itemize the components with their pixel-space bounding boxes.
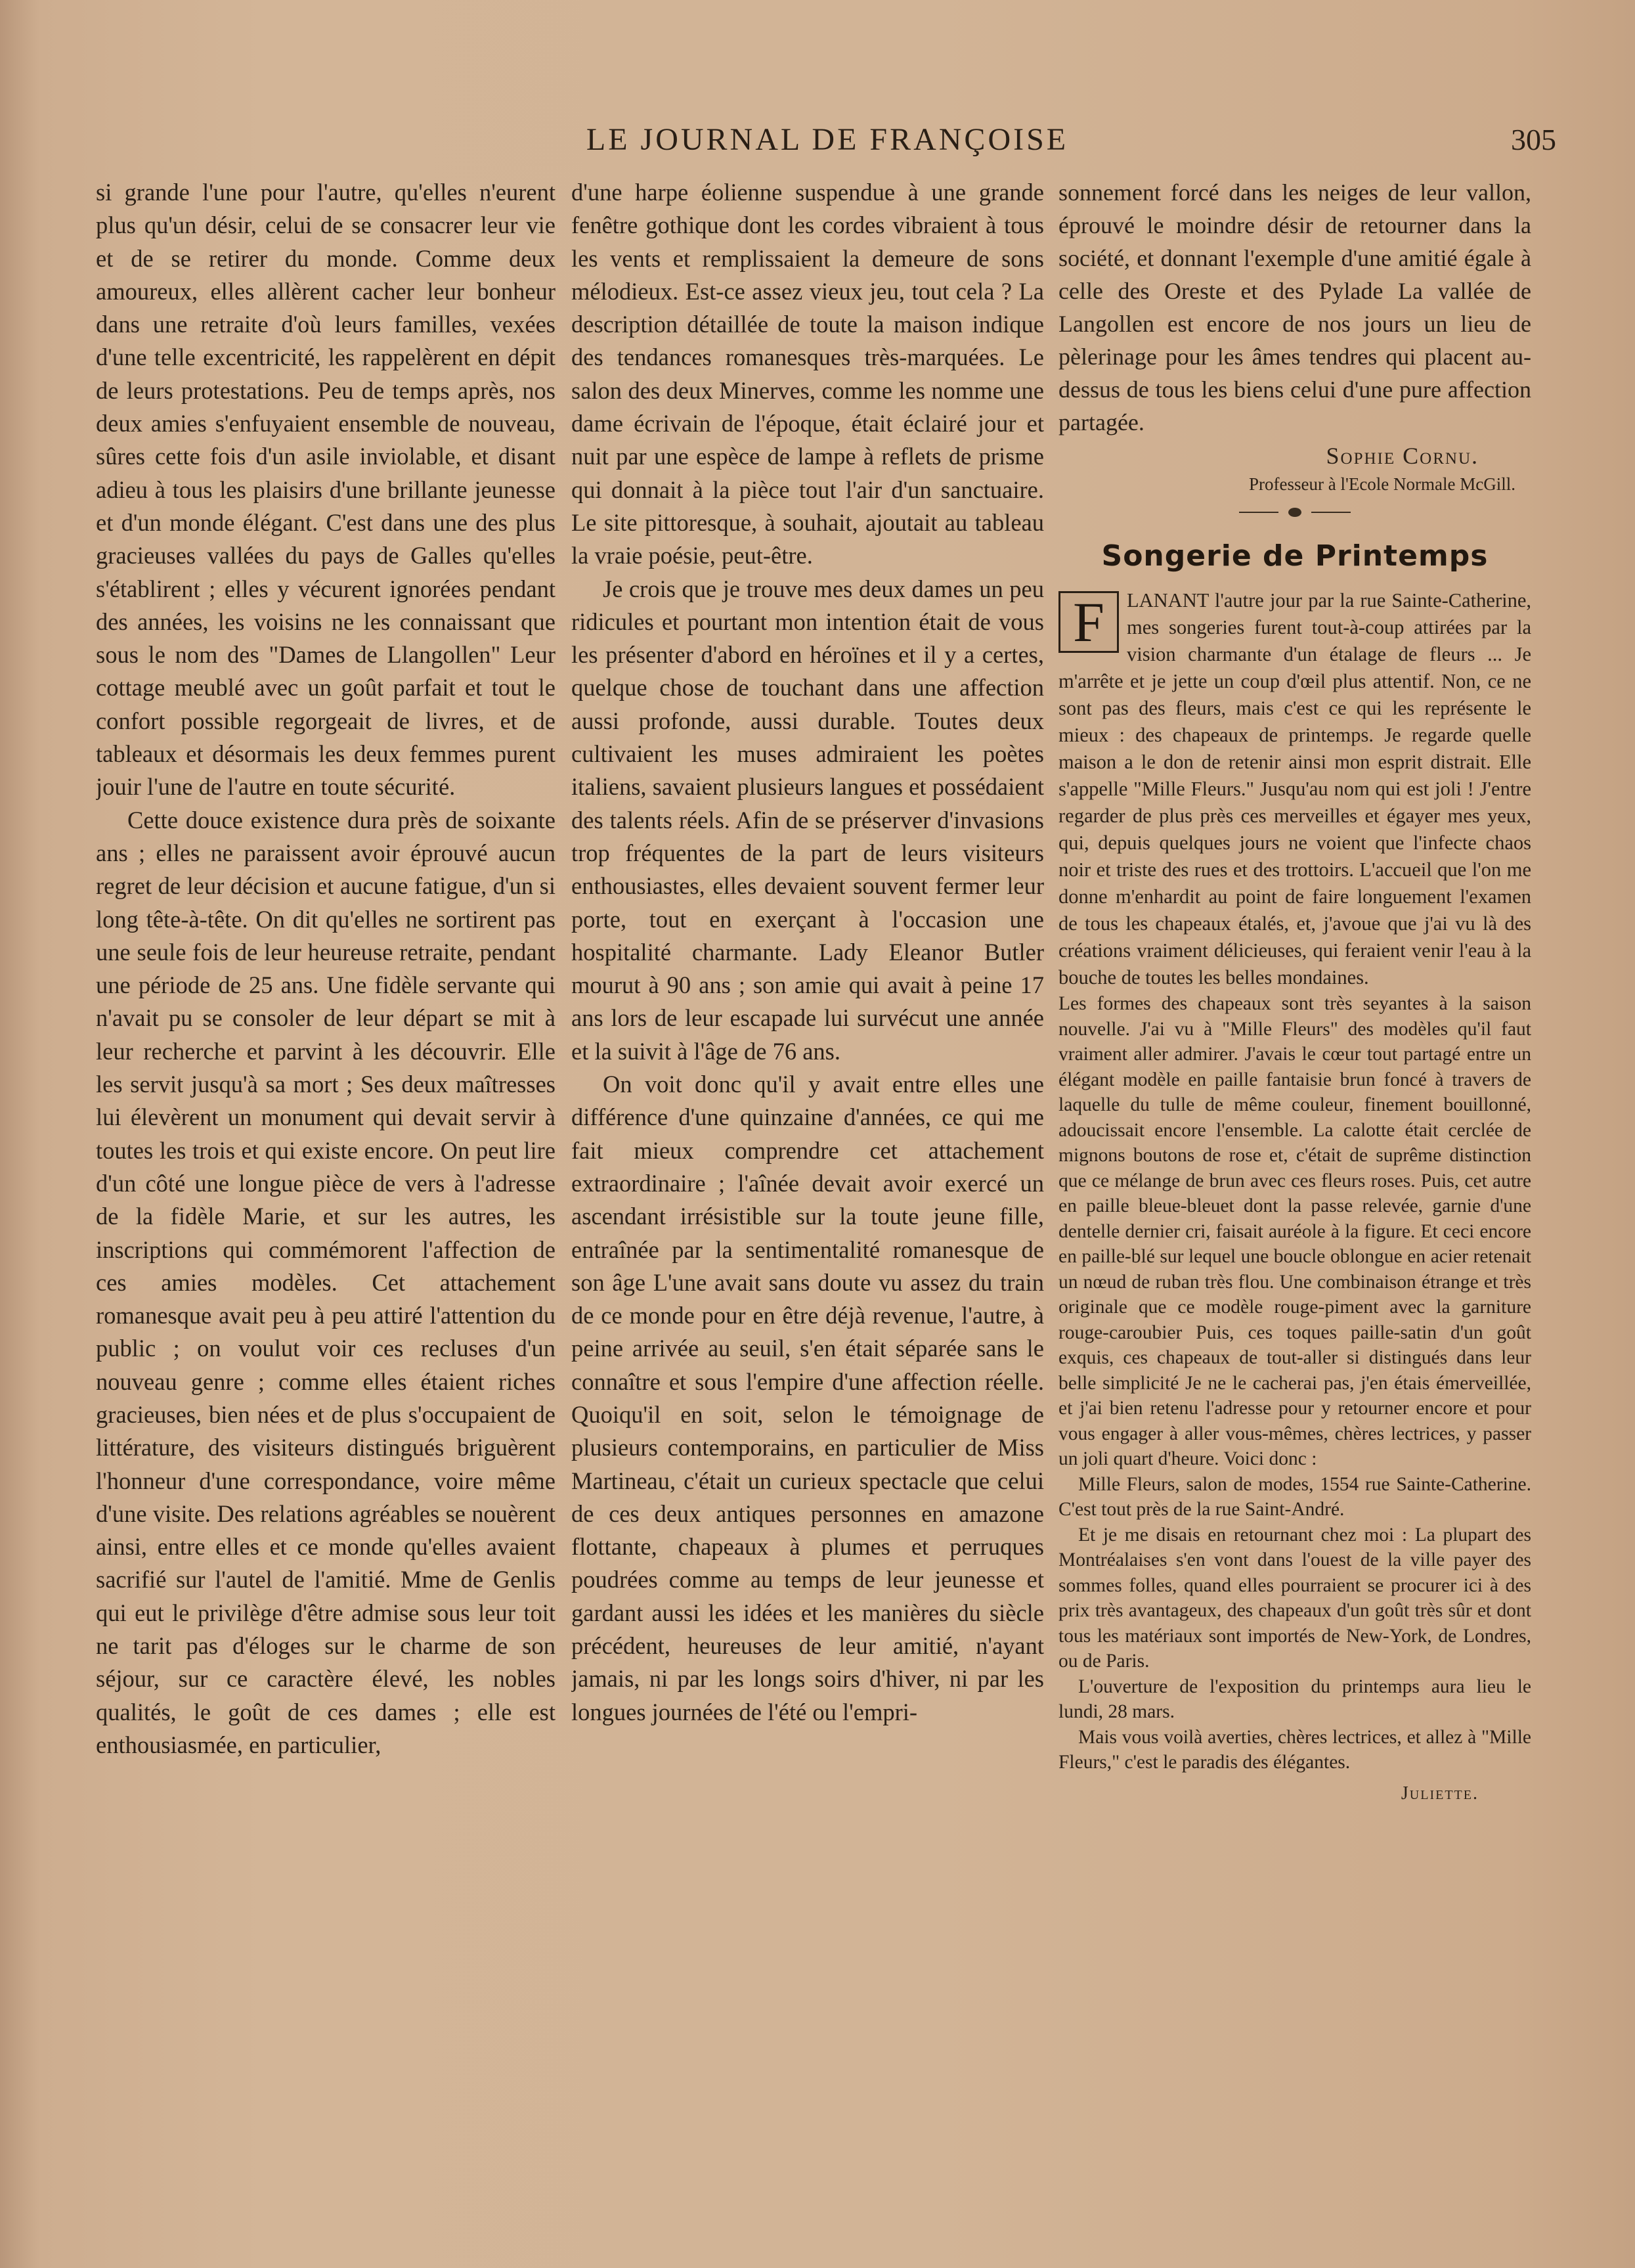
column-1-paragraph-1: si grande l'une pour l'autre, qu'elles n'eurent plus qu'un désir, celui de se consacrer leur vie et de se retirer du monde. Comme deux amoureux, elles allèrent cacher leur bonheur dans une retraite d'où leurs familles, vexées d'une telle excentricité, les rappelèrent en dépit de leurs protestations. Peu de temps après, nos deux amies s'enfuyaient ensemble de nouveau, sûres cette fois d'un asile inviolable, et disant adieu à tous les plaisirs d'une brillante jeunesse et d'un monde élégant. C'est dans une des plus gracieuses vallées du pays de Galles qu'elles s'établirent ; elles y vécurent ignorées pendant des années, les voisins ne les connaissant que sous le nom des "Dames de Llangollen" Leur cottage meublé avec un goût parfait et tout le confort possible regorgeait de livres, et de tableaux et désormais les deux femmes purent jouir l'une de l'autre en toute sécurité.: [96, 179, 556, 801]
article-signature: Juliette.: [1401, 1783, 1479, 1804]
column-2-paragraph-1: d'une harpe éolienne suspendue à une grande fenêtre gothique dont les cordes vibraient à tous les vents et remplissaient la demeure de sons mélodieux. Est-ce assez vieux jeu, tout cela ? La description détaillée de toute la maison indique des tendances romanesques très-marquées. Le salon des deux Minerves, comme les nomme une dame écrivain de l'époque, était éclairé jour et nuit par une espèce de lampe à reflets de prisme qui donnait à la pièce tout l'air d'un sanctuaire. Le site pittoresque, à souhait, ajoutait au tableau la vraie poésie, peut-être.: [571, 179, 1044, 569]
section-heading: Songerie de Printemps: [1101, 539, 1489, 573]
column-2: [571, 176, 1044, 2166]
running-title: LE JOURNAL DE FRANÇOISE: [586, 122, 1069, 157]
page-header: [0, 117, 1635, 163]
article-paragraph-5: L'ouverture de l'exposition du printemps aura lieu le lundi, 28 mars.: [1058, 1676, 1531, 1722]
column-2-paragraph-2: Je crois que je trouve mes deux dames un peu ridicules et pourtant mon intention était de vous les présenter d'abord en héroïnes et il y a certes, quelque chose de touchant dans une affection aussi profonde, aussi durable. Toutes deux cultivaient les muses admiraient les poètes italiens, savaient plusieurs langues et possédaient des talents réels. Afin de se préserver d'invasions trop fréquentes de la part de leurs visiteurs enthousiastes, elles devaient souvent fermer leur porte, tout en exerçant à l'occasion une hospitalité charmante. Lady Eleanor Butler mourut à 90 ans ; son amie qui avait à peine 17 ans lors de leur escapade lui survécut une année et la suivit à l'âge de 76 ans.: [571, 575, 1044, 1065]
column-1-paragraph-2: Cette douce existence dura près de soixante ans ; elles ne paraissent avoir éprouvé aucun regret de leur décision et aucune fatigue, d'un si long tête-à-tête. On dit qu'elles ne sortirent pas une seule fois de leur heureuse retraite, pendant une période de 25 ans. Une fidèle servante qui n'avait pu se consoler de leur départ se mit à leur recherche et parvint à les découvrir. Elle les servit jusqu'à sa mort ; Ses deux maîtresses lui élevèrent un monument qui devait servir à toutes les trois et qui existe encore. On peut lire d'un côté une longue pièce de vers à l'adresse de la fidèle Marie, et sur les autres, les inscriptions qui commémorent l'affection de ces amies modèles. Cet attachement romanesque avait peu à peu attiré l'attention du public ; on voulut voir ces recluses d'un nouveau genre ; comme elles étaient riches gracieuses, bien nées et de plus s'occupaient de littérature, des visiteurs distingués briguèrent l'honneur d'une correspondance, voire même d'une visite. Des relations agréables se nouèrent ainsi, entre elles et ce monde qu'elles avaient sacrifié sur l'autel de l'amitié. Mme de Genlis qui eut le privilège d'être admise sous leur toit ne tarit pas d'éloges sur le charme de son séjour, sur ce caractère élevé, les nobles qualités, le goût de ces dames ; elle est enthousiasmée, en particulier,: [96, 806, 556, 1758]
author-signature: Sophie Cornu.: [1326, 443, 1479, 469]
column-2-paragraph-3: On voit donc qu'il y avait entre elles une différence d'une quinzaine d'années, ce qui me fait mieux comprendre cet attachement extraordinaire ; l'aînée devait avoir exercé un ascendant irrésistible sur la toute jeune fille, entraînée par la sentimentalité romanesque de son âge L'une avait sans doute vu assez du train de ce monde pour en être déjà revenue, l'autre, à peine arrivée au seuil, s'en était séparée sans le connaître et sous l'empire d'une affection réelle. Quoiqu'il en soit, selon le témoignage de plusieurs contemporains, en particulier de Miss Martineau, c'était un curieux spectacle que celui de ces deux antiques personnes en amazone flottante, chapeaux à plumes et perruques poudrées comme au temps de leur jeunesse et gardant aussi les idées et les manières du siècle précédent, heureuses de leur amitié, n'ayant jamais, ni par les longs soirs d'hiver, ni par les longues journées de l'été ou l'empri-: [571, 1071, 1044, 1725]
article-paragraph-1: F LANANT l'autre jour par la rue Sainte-Catherine, mes songeries furent tout-à-coup attirées par la vision charmante d'un étalage de fleurs ... Je m'arrête et je jette un coup d'œil plus attentif. Non, ce ne sont pas des fleurs, mais c'est ce qui les représente le mieux : des chapeaux de printemps. Je regarde quelle maison a le don de retenir ainsi mon esprit distrait. Elle s'appelle "Mille Fleurs." Jusqu'au nom qui est joli ! J'entre regarder de plus près ces merveilles et égayer mes yeux, qui, depuis quelques jours ne voient que l'infecte chaos noir et triste des rues et des trottoirs. L'accueil que l'on me donne m'enhardit au point de faire longuement l'examen de tous les chapeaux étalés, et, j'avoue que j'ai vu là des créations vraiment délicieuses, qui feraient venir l'eau à la bouche de toutes les belles mondaines.: [1058, 589, 1531, 989]
column-1: [96, 176, 556, 2166]
column-3-paragraph-1: sonnement forcé dans les neiges de leur vallon, éprouvé le moindre désir de retourner dans la société, et donnant l'exemple d'une amitié égale à celle des Oreste et des Pylade La vallée de Langollen est encore de nos jours un lieu de pèlerinage pour les âmes tendres qui placent au-dessus de tous les biens celui d'une pure affection partagée.: [1058, 179, 1531, 435]
page-number: 305: [1511, 123, 1556, 156]
ornament-divider: [1239, 506, 1351, 519]
column-3: [1058, 176, 1531, 2166]
dropcap: F: [1058, 591, 1119, 653]
article-paragraph-6: Mais vous voilà averties, chères lectrices, et allez à "Mille Fleurs," c'est le paradis des élégantes.: [1058, 1726, 1531, 1773]
article-paragraph-4: Et je me disais en retournant chez moi : La plupart des Montréalaises s'en vont dans l'ouest de la ville payer des sommes folles, quand elles pourraient se procurer ici à des prix très avantageux, des chapeaux d'un goût très sûr et dont tous les matériaux sont importés de New-York, de Londres, ou de Paris.: [1058, 1524, 1531, 1672]
article-paragraph-3: Mille Fleurs, salon de modes, 1554 rue Sainte-Catherine. C'est tout près de la rue Saint-André.: [1058, 1473, 1531, 1520]
author-affiliation: Professeur à l'Ecole Normale McGill.: [1249, 474, 1515, 494]
article-paragraph-2: Les formes des chapeaux sont très seyantes à la saison nouvelle. J'ai vu à "Mille Fleurs" des modèles qu'il faut vraiment aller admirer. J'avais le cœur tout partagé entre un élégant modèle en paille fantaisie brun foncé à travers de laquelle du tulle de même couleur, finement bouillonné, adoucissait encore l'ensemble. La calotte était cerclée de mignons boutons de rose et, c'était de suprême distinction que ce mélange de brun avec ces fleurs roses. Puis, cet autre en paille bleue-bleuet dont la passe relevée, garnie d'une dentelle dernier cri, faisait auréole à la figure. Et ceci encore en paille-blé sur lequel une boucle oblongue en acier retenait un nœud de ruban très flou. Une combinaison étrange et très originale que ce modèle rouge-piment avec la garniture rouge-caroubier Puis, ces toques paille-satin d'un goût exquis, ces chapeaux de tout-aller si distingués dans leur belle simplicité Je ne le cacherai pas, j'en étais émerveillée, et j'ai bien retenu l'adresse pour y retourner encore et pour vous engager à aller vous-mêmes, chères lectrices, y passer un joli quart d'heure. Voici donc :: [1058, 993, 1531, 1469]
